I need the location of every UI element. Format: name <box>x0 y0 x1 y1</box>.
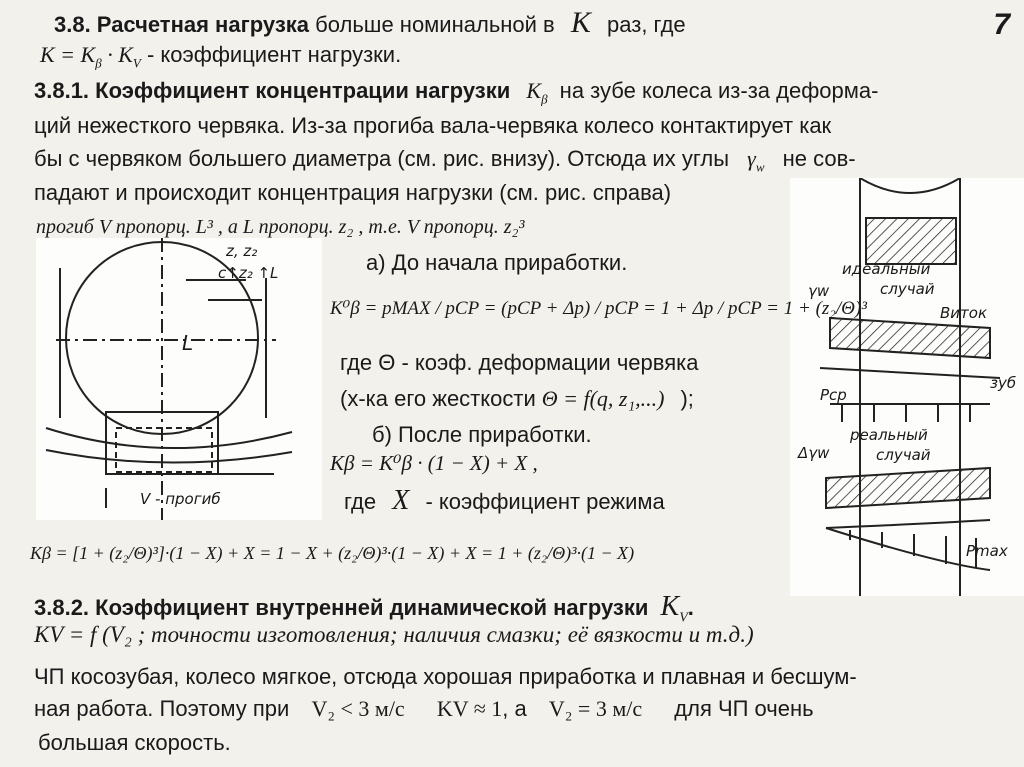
fig-label-pmax: Pmax <box>966 542 1008 560</box>
section-3-8-2-line: 3.8.2. Коэффициент внутренней динамической нагрузки $K_V$. <box>34 591 694 626</box>
conclusion-line-2: ная работа. Поэтому при V₂ < 3 м/с KV ≈ 1, а V₂ = 3 м/с для ЧП очень <box>34 696 814 721</box>
kv-approx-1-formula: KV ≈ 1 <box>436 696 503 721</box>
k-symbol: K <box>570 6 591 39</box>
kv-formula: KV = f (V₂ ; точности изготовления; наличия смазки; её вязкости и т.д.) <box>34 622 754 647</box>
section-3-8-line <box>54 6 686 39</box>
kv-symbol: $K_V$ <box>660 591 688 626</box>
fig-label-v-deflection: V - прогиб <box>140 490 221 508</box>
fig-label-c-z2-l: c↑z₂ ↑L <box>218 264 279 282</box>
section-3-8-1-line <box>34 78 878 112</box>
v2-lt-3-formula: V₂ < 3 м/с <box>311 696 405 721</box>
page-number: 7 <box>993 8 1010 41</box>
section-3-8-text: больше номинальной в <box>309 12 555 37</box>
fig-label-gamma-w: γw <box>808 282 830 300</box>
k0-beta-formula: K⁰β = pMAX / pCP = (pCP + Δp) / pCP = 1 + Δp / pCP = 1 + (z₂/Θ)³ <box>330 298 867 319</box>
k-formula: $K = K_\beta \cdot K_V$ <box>40 42 141 71</box>
section-3-8-1-title: 3.8.1. Коэффициент концентрации нагрузки <box>34 78 511 103</box>
tooth-load-figure <box>790 178 1024 596</box>
fig-label-pcp: Pcp <box>820 386 847 404</box>
before-running-in-label: а) До начала приработки. <box>366 250 628 275</box>
fig-label-real: реальный <box>850 426 928 444</box>
fig-label-ideal-case: случай <box>880 280 935 298</box>
conclusion-line-3: большая скорость. <box>38 730 231 755</box>
paragraph-line-2: ций нежесткого червяка. Из-за прогиба вала-червяка колесо контактирует как <box>34 113 832 138</box>
gamma-w-symbol: $\gamma_w$ <box>747 146 765 175</box>
deflection-formula: прогиб V пропорц. L³ , а L пропорц. z₂ , т.е. V пропорц. z₂³ <box>36 216 525 238</box>
fig-label-real-case: случай <box>876 446 931 464</box>
x-definition-line: где X - коэффициент режима <box>344 485 665 516</box>
k-beta-expanded-formula: Kβ = [1 + (z₂/Θ)³]·(1 − X) + X = 1 − X + (z₂/Θ)³·(1 − X) + X = 1 + (z₂/Θ)³·(1 − X) <box>30 543 635 563</box>
theta-definition-line: где Θ - коэф. деформации червяка <box>340 350 699 375</box>
fig-label-tooth: зуб <box>990 374 1017 392</box>
after-running-in-label: б) После приработки. <box>372 422 592 447</box>
tooth-load-drawing <box>790 178 1024 596</box>
v2-eq-3-formula: V₂ = 3 м/с <box>548 696 643 721</box>
worm-wheel-figure <box>36 238 322 520</box>
section-3-8-title: 3.8. Расчетная нагрузка <box>54 12 310 37</box>
k-beta-formula: Kβ = K⁰β · (1 − X) + X , <box>330 451 538 475</box>
fig-label-delta-gamma: Δγw <box>798 444 830 462</box>
k-definition-line <box>40 42 401 76</box>
k-definition-text: - коэффициент нагрузки. <box>140 42 402 67</box>
k-beta-symbol: $K_\beta$ <box>526 78 548 107</box>
paragraph-line-4: падают и происходит концентрация нагрузки (см. рис. справа) <box>34 180 672 205</box>
section-3-8-1-tail: на зубе колеса из-за деформа- <box>559 78 879 103</box>
worm-wheel-drawing <box>36 238 322 520</box>
fig-label-ideal: идеальный <box>842 260 931 278</box>
conclusion-line-1: ЧП косозубая, колесо мягкое, отсюда хорошая приработка и плавная и бесшум- <box>34 664 857 689</box>
section-3-8-2-title: 3.8.2. Коэффициент внутренней динамической нагрузки <box>34 595 649 620</box>
x-symbol: X <box>392 485 410 516</box>
paragraph-line-3: бы с червяком большего диаметра (см. рис. внизу). Отсюда их углы $\gamma_w$ не сов- <box>34 146 856 175</box>
fig-label-z-z2: z, z₂ <box>226 242 258 260</box>
fig-label-turn: Виток <box>940 304 988 322</box>
section-3-8-tail: раз, где <box>607 12 686 37</box>
fig-label-L: L <box>182 331 194 355</box>
stiffness-line: (х-ка его жесткости Θ = f(q, z₁,...) ); <box>340 386 694 411</box>
